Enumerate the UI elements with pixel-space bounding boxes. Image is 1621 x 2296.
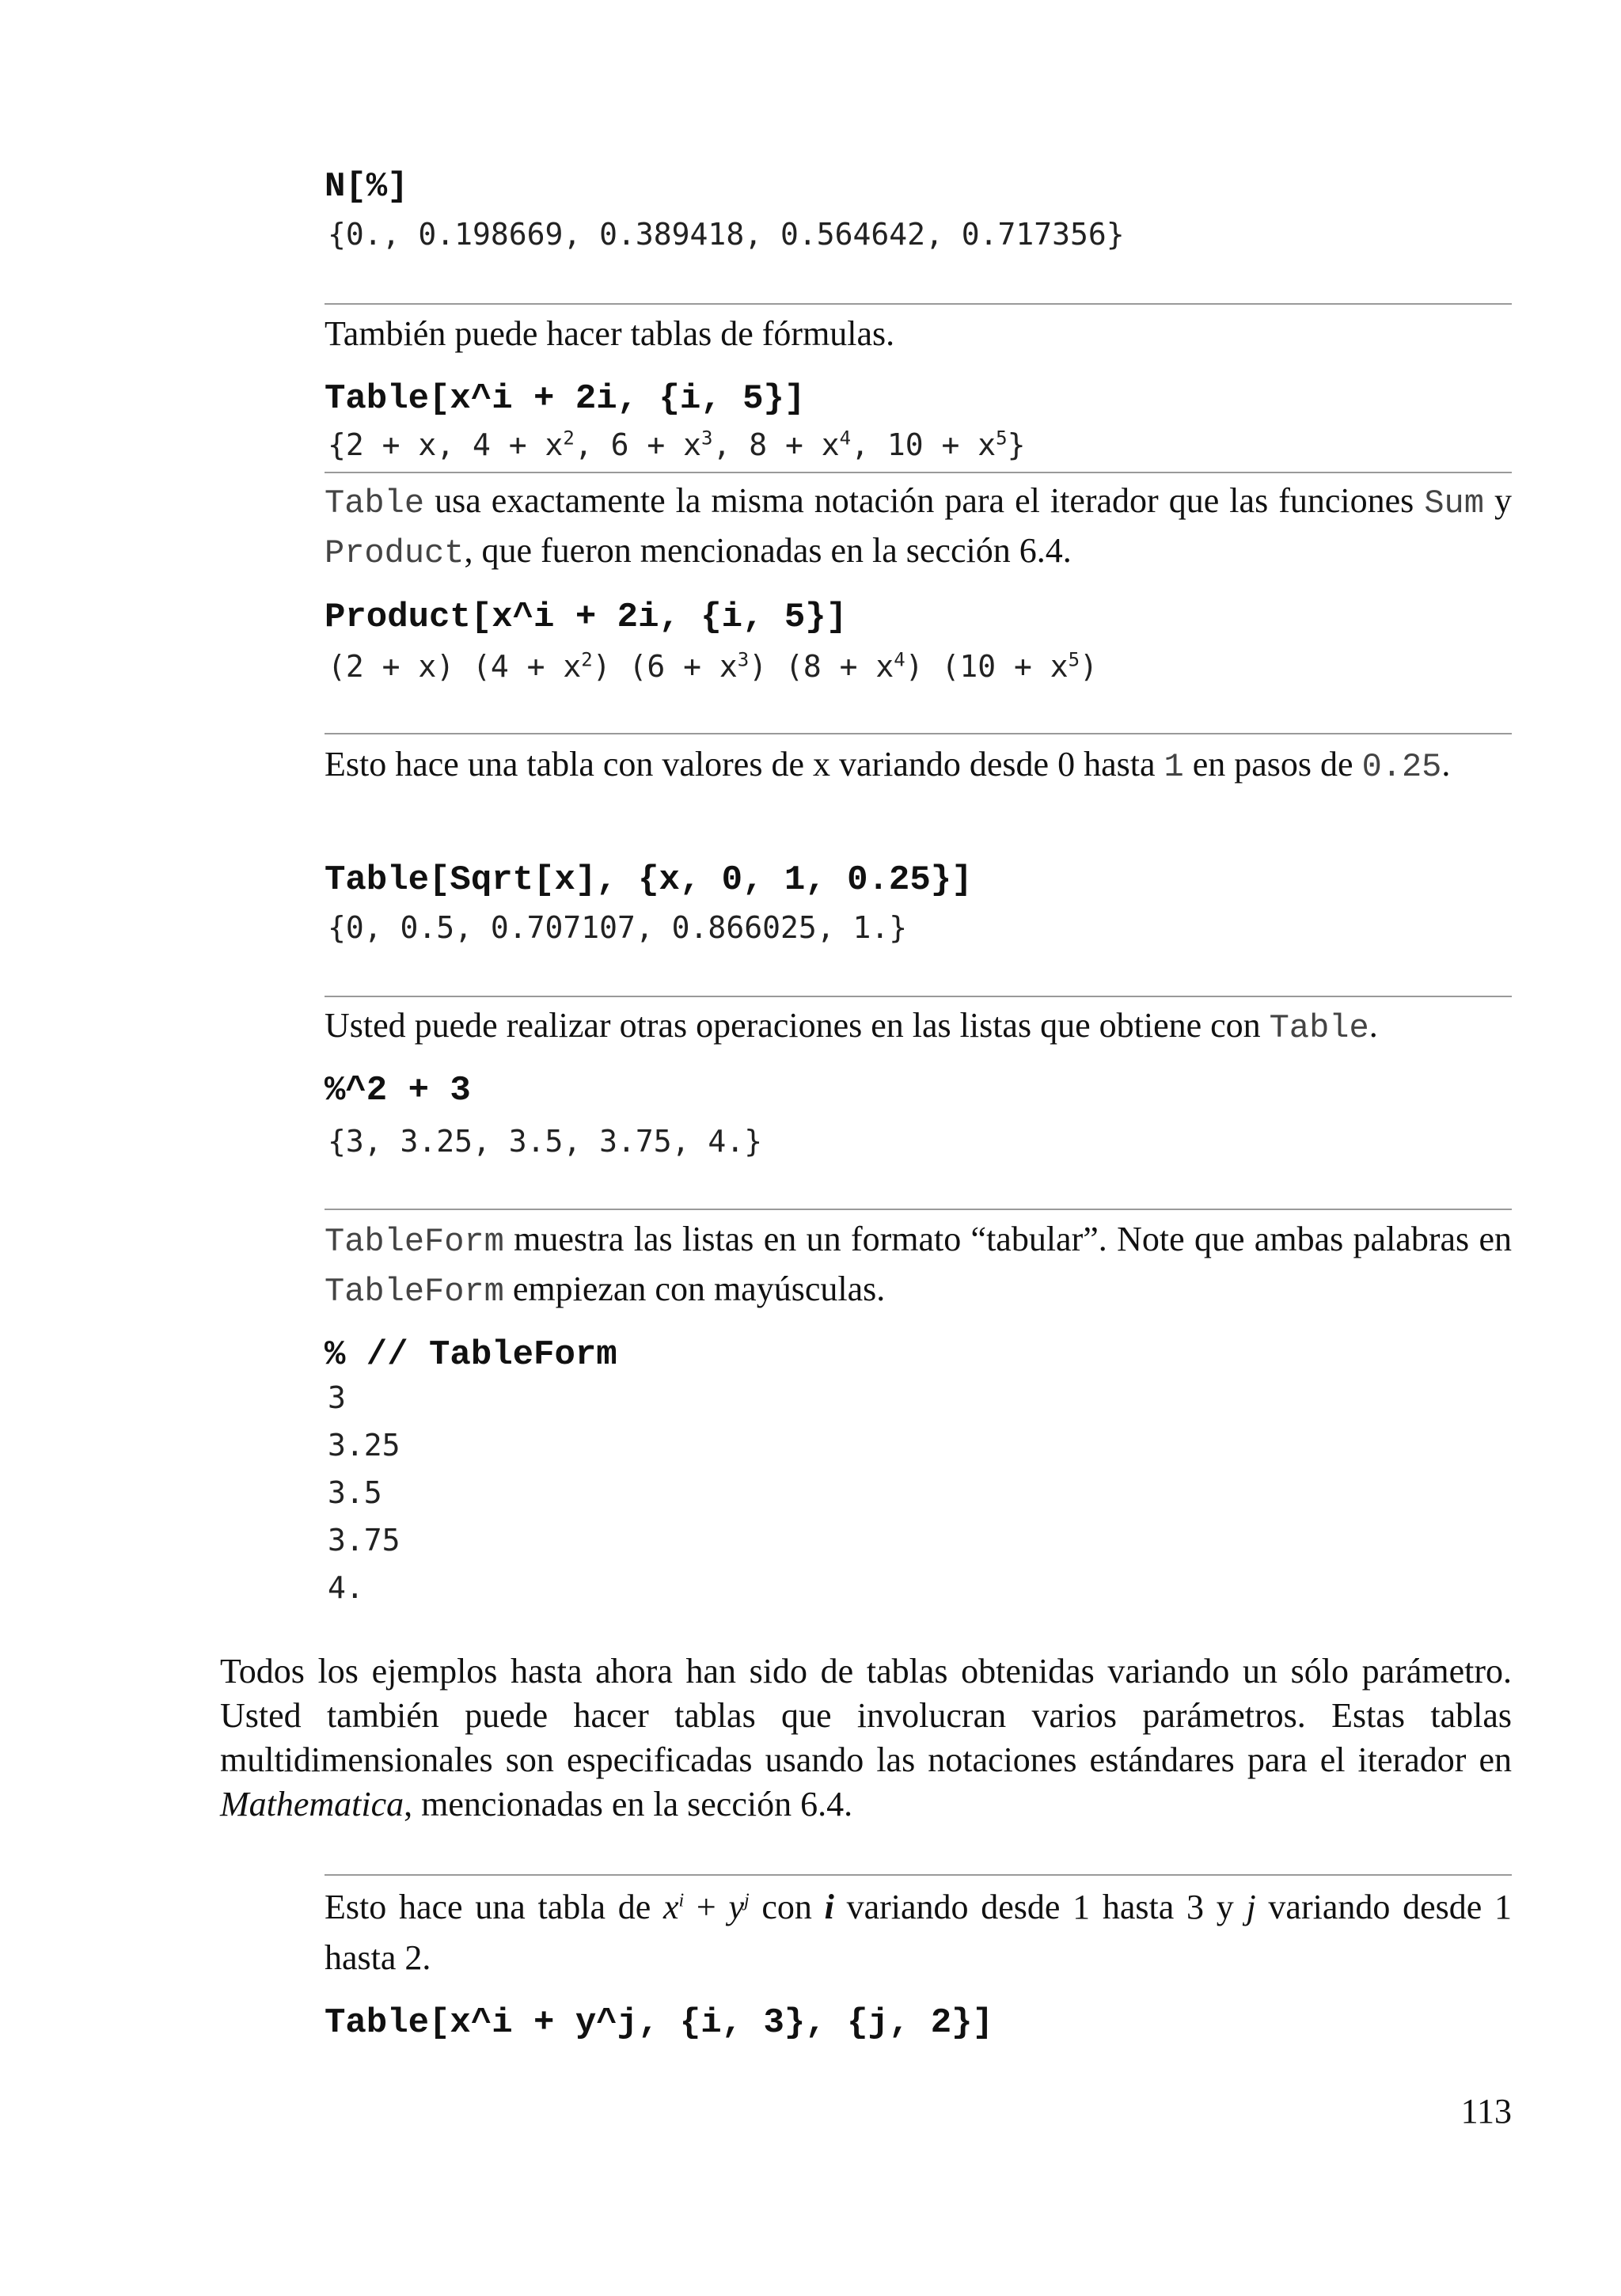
output-product: (2 + x) $(4 + x^2)$ $(6 + x^3)$ $(8 + x^4)$ $(10 + x^5)$ [328,648,1098,684]
tableform-row: 4. [328,1570,364,1605]
text-formulas: También puede hacer tablas de fórmulas. [325,314,895,353]
input-multi: Table[x^i + y^j, {i, 3}, {j, 2}] [325,2003,993,2043]
input-ops: %^2 + 3 [325,1071,471,1110]
output-tableform [328,1374,401,1611]
text-multi: Esto hace una tabla de $x^i + y^j$ con i variando desde 1 hasta 3 y j variando desde 1 hasta 2. [325,1888,1512,1977]
output-n: {0., 0.198669, 0.389418, 0.564642, 0.717356} [328,217,1125,252]
input-n: N[%] [325,167,408,207]
input-sqrt: Table[Sqrt[x], {x, 0, 1, 0.25}] [325,860,973,900]
input-tableform: % // TableForm [325,1335,617,1375]
cell-divider [325,996,1512,997]
cell-divider [325,1874,1512,1876]
tableform-row: 3.75 [328,1523,401,1558]
output-ops: {3, 3.25, 3.5, 3.75, 4.} [328,1124,763,1159]
paragraph-main: Todos los ejemplos hasta ahora han sido de tablas obtenidas variando un sólo parámetro. Usted también puede hacer tablas que involucran varios parámetros. Estas tablas multidimensionales son especificadas usando las notaciones estándares para el iterador en Mathematica, mencionadas en la sección 6.4. [220,1652,1512,1824]
text-tableform: TableForm muestra las listas en un formato “tabular”. Note que ambas palabras en TableForm empiezan con mayúsculas. [325,1220,1512,1311]
text-iterator: Table usa exactamente la misma notación para el iterador que las funciones Sum y Product, que fueron mencionadas en la sección 6.4. [325,481,1512,572]
input-product: Product[x^i + 2i, {i, 5}] [325,598,848,637]
output-sqrt: {0, 0.5, 0.707107, 0.866025, 1.} [328,910,908,945]
text-sqrt: Esto hace una tabla con valores de x variando desde 0 hasta 1 en pasos de 0.25. [325,745,1451,786]
cell-divider [325,472,1512,473]
tableform-row: 3.25 [328,1428,401,1463]
tableform-row: 3.5 [328,1475,382,1510]
input-table: Table[x^i + 2i, {i, 5}] [325,379,806,419]
page-number: 113 [1460,2092,1512,2131]
tableform-row: 3 [328,1380,346,1415]
text-ops: Usted puede realizar otras operaciones en las listas que obtiene con Table. [325,1006,1378,1047]
cell-divider [325,1209,1512,1210]
cell-divider [325,303,1512,305]
cell-divider [325,733,1512,734]
output-table: {2 + x, $4 + x^2$, $6 + x^3$, $8 + x^4$, $10 + x^5$} [328,427,1026,462]
